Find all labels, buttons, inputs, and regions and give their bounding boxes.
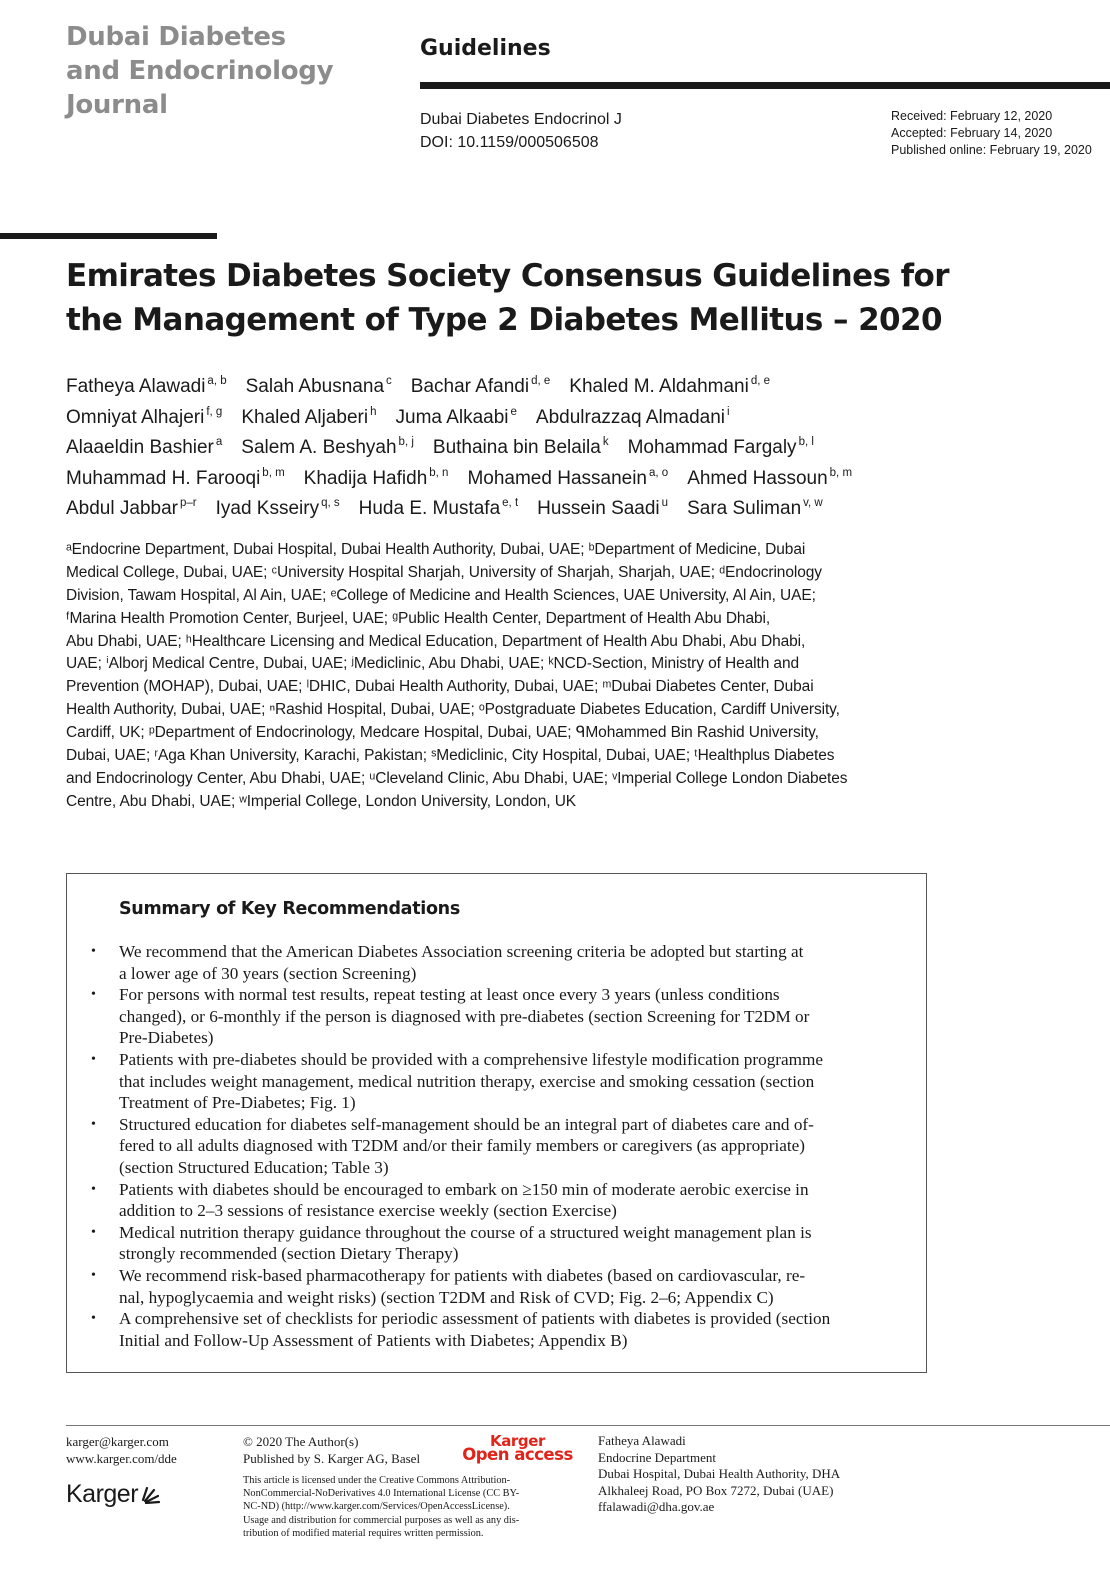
copyright: © 2020 The Author(s) <box>243 1434 359 1449</box>
affiliation-line: Medical College, Dubai, UAE; ᶜUniversity Hospital Sharjah, University of Sharjah, Sharjah, UAE; ᵈEndocrinology <box>66 563 822 581</box>
publisher-contact <box>66 1433 177 1467</box>
bullet-text: nal, hypoglycaemia and weight risks) (section T2DM and Risk of CVD; Fig. 2–6; Appendix C) <box>119 1287 774 1307</box>
published-by: Published by S. Karger AG, Basel <box>243 1451 421 1466</box>
author <box>304 464 449 495</box>
author-name: Huda E. Mustafa <box>358 498 501 519</box>
author-name: Buthaina bin Belaila <box>432 437 601 458</box>
author-affiliation-mark: e <box>510 405 517 418</box>
bullet-marker: • <box>91 1116 96 1132</box>
summary-bullet <box>67 1114 928 1179</box>
author-name: Muhammad H. Farooqi <box>66 467 261 489</box>
author-name: Mohamed Hassanein <box>467 467 647 489</box>
author-name: Salah Abusnana <box>245 376 385 397</box>
author <box>241 403 376 434</box>
correspondence-email[interactable]: ffalawadi@dha.gov.ae <box>598 1499 715 1514</box>
title-line: the Management of Type 2 Diabetes Mellitus – 2020 <box>66 302 942 338</box>
bullet-marker: • <box>91 1311 96 1327</box>
bullet-text-line <box>67 1135 928 1157</box>
karger-logo <box>66 1480 162 1509</box>
affiliation-line: Prevention (MOHAP), Dubai, UAE; ˡDHIC, Dubai Health Authority, Dubai, UAE; ᵐDubai Diabetes Center, Dubai <box>66 678 814 696</box>
bullet-text-line <box>67 1027 928 1049</box>
published-date: Published online: February 19, 2020 <box>891 143 1092 157</box>
affiliation-line: Division, Tawam Hospital, Al Ain, UAE; ᵉCollege of Medicine and Health Sciences, UAE University, Al Ain, UAE; <box>66 586 816 604</box>
license-line: Usage and distribution for commercial purposes as well as any dis- <box>243 1514 520 1526</box>
author <box>687 494 823 525</box>
author <box>246 372 392 403</box>
author-affiliation-mark: f, g <box>206 405 223 418</box>
bullet-marker: • <box>91 1181 96 1197</box>
author <box>433 433 609 464</box>
journal-citation <box>420 108 622 154</box>
bullet-text-line <box>67 1179 928 1201</box>
author-name: Juma Alkaabi <box>395 406 509 428</box>
bullet-text: strongly recommended (section Dietary Therapy) <box>119 1244 459 1264</box>
author-affiliation-mark: k <box>602 436 609 448</box>
summary-bullets <box>67 941 928 1351</box>
bullet-marker: • <box>91 1051 96 1067</box>
title-line: Emirates Diabetes Society Consensus Guidelines for <box>66 258 949 294</box>
journal-name <box>66 20 366 122</box>
bullet-text: addition to 2–3 sessions of resistance exercise weekly (section Exercise) <box>119 1201 617 1221</box>
summary-bullet <box>67 1222 928 1265</box>
journal-name-line: and Endocrinology <box>66 56 334 86</box>
correspondence-line: Dubai Hospital, Dubai Health Authority, DHA <box>598 1466 841 1481</box>
bullet-text-line <box>67 963 928 985</box>
author <box>569 372 770 403</box>
author <box>241 433 414 464</box>
author <box>66 464 285 495</box>
summary-bullet <box>67 1265 928 1308</box>
copyright-block <box>243 1433 420 1467</box>
author-name: Fatheya Alawadi <box>66 376 206 397</box>
author-name: Omniyat Alhajeri <box>66 406 205 428</box>
bullet-text-line <box>67 1092 928 1114</box>
author-name: Sara Suliman <box>687 498 802 519</box>
bullet-text: Medical nutrition therapy guidance throughout the course of a structured weight management plan is <box>119 1222 812 1242</box>
bullet-text: changed), or 6-monthly if the person is diagnosed with pre-diabetes (section Screening for T2DM or <box>119 1006 810 1026</box>
author <box>66 372 227 403</box>
accepted-date: Accepted: February 14, 2020 <box>891 126 1053 140</box>
license-line: NC-ND) (http://www.karger.com/Services/OpenAccessLicense). <box>243 1501 510 1513</box>
paper-title <box>66 254 1066 342</box>
bullet-text: We recommend risk-based pharmacotherapy for patients with diabetes (based on cardiovascular, re- <box>119 1265 806 1285</box>
affiliation-line: and Endocrinology Center, Abu Dhabi, UAE; ᵘCleveland Clinic, Abu Dhabi, UAE; ᵛImperial College London Diabetes <box>66 769 848 787</box>
received-date: Received: February 12, 2020 <box>891 109 1053 123</box>
author-name: Khaled Aljaberi <box>241 406 369 428</box>
summary-bullet <box>67 1179 928 1222</box>
author-name: Alaaeldin Bashier <box>66 437 214 458</box>
author-affiliation-mark: a <box>215 436 223 448</box>
bullet-text-line <box>67 1287 928 1309</box>
affiliation-line: ᵃEndocrine Department, Dubai Hospital, Dubai Health Authority, Dubai, UAE; ᵇDepartment of Medicine, Dubai <box>66 541 806 558</box>
author-affiliation-mark: b, n <box>429 466 449 479</box>
license-line: tribution of modified material requires written permission. <box>243 1527 484 1539</box>
author <box>628 433 814 464</box>
bullet-text: For persons with normal test results, repeat testing at least once every 3 years (unless conditions <box>119 985 780 1005</box>
doi[interactable]: DOI: 10.1159/000506508 <box>420 134 599 151</box>
summary-bullet <box>67 941 928 984</box>
author <box>467 464 668 495</box>
bullet-text: We recommend that the American Diabetes Association screening criteria be adopted but starting at <box>119 942 804 961</box>
bullet-text: (section Structured Education; Table 3) <box>119 1157 389 1177</box>
author-affiliation-mark: c <box>386 375 392 387</box>
bullet-text-line <box>67 1222 928 1244</box>
bullet-text-line <box>67 1330 928 1352</box>
author-affiliation-mark: v, w <box>803 497 823 509</box>
correspondence-line: Fatheya Alawadi <box>598 1433 686 1448</box>
author-name: Iyad Ksseiry <box>215 498 320 519</box>
author-name: Mohammad Fargaly <box>627 437 797 458</box>
open-access-logo <box>460 1434 575 1464</box>
author-name: Salem A. Beshyah <box>241 437 397 458</box>
correspondence <box>598 1433 840 1516</box>
bullet-text: that includes weight management, medical nutrition therapy, exercise and smoking cessation (section <box>119 1071 815 1091</box>
author-affiliation-mark: b, m <box>262 466 285 479</box>
author-affiliation-mark: d, e <box>531 375 551 387</box>
author-name: Bachar Afandi <box>410 376 530 397</box>
author <box>66 494 197 525</box>
affiliation-line: Centre, Abu Dhabi, UAE; ʷImperial College, London University, London, UK <box>66 792 577 810</box>
license-line: This article is licensed under the Creative Commons Attribution- <box>243 1475 511 1486</box>
author-name: Khadija Hafidh <box>303 467 428 489</box>
author <box>216 494 340 525</box>
publisher-website[interactable]: www.karger.com/dde <box>66 1451 177 1466</box>
author-name: Abdul Jabbar <box>66 498 178 519</box>
bullet-text: Initial and Follow-Up Assessment of Patients with Diabetes; Appendix B) <box>119 1330 628 1350</box>
author <box>66 403 222 434</box>
author-list <box>66 372 1066 525</box>
summary-bullet <box>67 1049 928 1114</box>
author <box>359 494 519 525</box>
author-affiliation-mark: q, s <box>321 497 340 509</box>
bullet-text-line <box>67 1243 928 1265</box>
author-name: Hussein Saadi <box>537 498 660 519</box>
bullet-marker: • <box>91 1224 96 1240</box>
author-affiliation-mark: a, b <box>207 375 227 387</box>
author-name: Khaled M. Aldahmani <box>569 376 749 397</box>
bullet-text-line <box>67 1157 928 1179</box>
karger-burst-icon <box>140 1482 162 1504</box>
bullet-text-line <box>67 1308 928 1330</box>
author-name: Abdulrazzaq Almadani <box>535 406 725 428</box>
affiliation-line: Cardiff, UK; ᵖDepartment of Endocrinology, Medcare Hospital, Dubai, UAE; ᑫMohammed Bin Rashid University, <box>66 724 819 742</box>
open-access-logo-top: Karger <box>489 1432 546 1450</box>
summary-bullet <box>67 984 928 1049</box>
author-affiliation-mark: b, l <box>798 436 814 448</box>
bullet-text: A comprehensive set of checklists for periodic assessment of patients with diabetes is provided (section <box>119 1309 831 1329</box>
affiliation-line: Health Authority, Dubai, UAE; ⁿRashid Hospital, Dubai, UAE; ᵒPostgraduate Diabetes Education, Cardiff University, <box>66 701 840 719</box>
author <box>66 433 222 464</box>
correspondence-line: Alkhaleej Road, PO Box 7272, Dubai (UAE) <box>598 1482 834 1498</box>
affiliations <box>66 539 926 814</box>
open-access-logo-bottom: Open access <box>462 1445 573 1464</box>
author-affiliation-mark: h <box>370 405 377 418</box>
title-rule <box>0 233 217 239</box>
author <box>536 403 730 434</box>
summary-box <box>66 873 927 1373</box>
author <box>411 372 551 403</box>
license-line: NonCommercial-NoDerivatives 4.0 International License (CC BY- <box>243 1488 520 1500</box>
author-affiliation-mark: e, t <box>502 497 519 509</box>
bullet-marker: • <box>91 1267 96 1283</box>
bullet-text-line <box>67 1200 928 1222</box>
correspondence-line: Endocrine Department <box>598 1449 717 1465</box>
summary-heading: Summary of Key Recommendations <box>119 899 460 919</box>
affiliation-line: ᶠMarina Health Promotion Center, Burjeel, UAE; ᵍPublic Health Center, Department of Health Abu Dhabi, <box>66 609 771 627</box>
affiliation-line: UAE; ⁱAlborj Medical Centre, Dubai, UAE; ʲMediclinic, Abu Dhabi, UAE; ᵏNCD-Section, Ministry of Health and <box>66 655 799 673</box>
bullet-text: Patients with pre-diabetes should be provided with a comprehensive lifestyle modification programme <box>119 1049 824 1069</box>
publisher-email[interactable]: karger@karger.com <box>66 1434 169 1449</box>
author-line <box>66 464 1066 495</box>
bullet-text-line <box>67 1006 928 1028</box>
bullet-text-line <box>67 941 928 963</box>
affiliation-line: Dubai, UAE; ʳAga Khan University, Karachi, Pakistan; ˢMediclinic, City Hospital, Dubai, UAE; ᵗHealthplus Diabetes <box>66 747 835 765</box>
author-affiliation-mark: u <box>661 497 669 509</box>
bullet-text-line <box>67 1114 928 1136</box>
author-affiliation-mark: p–r <box>179 497 197 509</box>
author-affiliation-mark: i <box>727 405 730 418</box>
bullet-text: a lower age of 30 years (section Screening) <box>119 963 417 983</box>
journal-name-line: Dubai Diabetes <box>66 22 286 52</box>
bullet-text: fered to all adults diagnosed with T2DM and/or their family members or caregivers (as appropriate) <box>119 1136 806 1156</box>
karger-logo-text: Karger <box>66 1480 139 1508</box>
author-affiliation-mark: b, j <box>398 436 414 448</box>
author-line <box>66 372 1066 403</box>
article-dates <box>891 108 1092 159</box>
bullet-marker: • <box>91 987 96 1003</box>
bullet-text: Treatment of Pre-Diabetes; Fig. 1) <box>119 1093 356 1113</box>
author <box>396 403 517 434</box>
author-name: Ahmed Hassoun <box>687 467 828 489</box>
author-affiliation-mark: b, m <box>829 466 853 479</box>
author-affiliation-mark: a, o <box>649 466 669 479</box>
bullet-text-line <box>67 1265 928 1287</box>
journal-name-line: Journal <box>66 90 168 120</box>
bullet-text-line <box>67 1071 928 1093</box>
bullet-text-line <box>67 1049 928 1071</box>
bullet-marker: • <box>91 944 96 959</box>
section-label: Guidelines <box>420 36 551 61</box>
license-text <box>243 1474 519 1540</box>
affiliation-line: Abu Dhabi, UAE; ʰHealthcare Licensing and Medical Education, Department of Health Abu Dhabi, Abu Dhabi, <box>66 632 806 650</box>
author <box>537 494 668 525</box>
author-line <box>66 433 1066 464</box>
header-rule <box>420 82 1110 89</box>
author-line <box>66 403 1066 434</box>
bullet-text: Structured education for diabetes self-management should be an integral part of diabetes care and of- <box>119 1114 814 1134</box>
footer-rule <box>66 1425 1110 1426</box>
bullet-text-line <box>67 984 928 1006</box>
author-affiliation-mark: d, e <box>750 375 771 387</box>
bullet-text: Patients with diabetes should be encouraged to embark on ≥150 min of moderate aerobic exercise in <box>119 1179 809 1199</box>
journal-abbreviation: Dubai Diabetes Endocrinol J <box>420 111 622 128</box>
bullet-text: Pre-Diabetes) <box>119 1028 214 1048</box>
author <box>687 464 852 495</box>
summary-bullet <box>67 1308 928 1351</box>
author-line <box>66 494 1066 525</box>
